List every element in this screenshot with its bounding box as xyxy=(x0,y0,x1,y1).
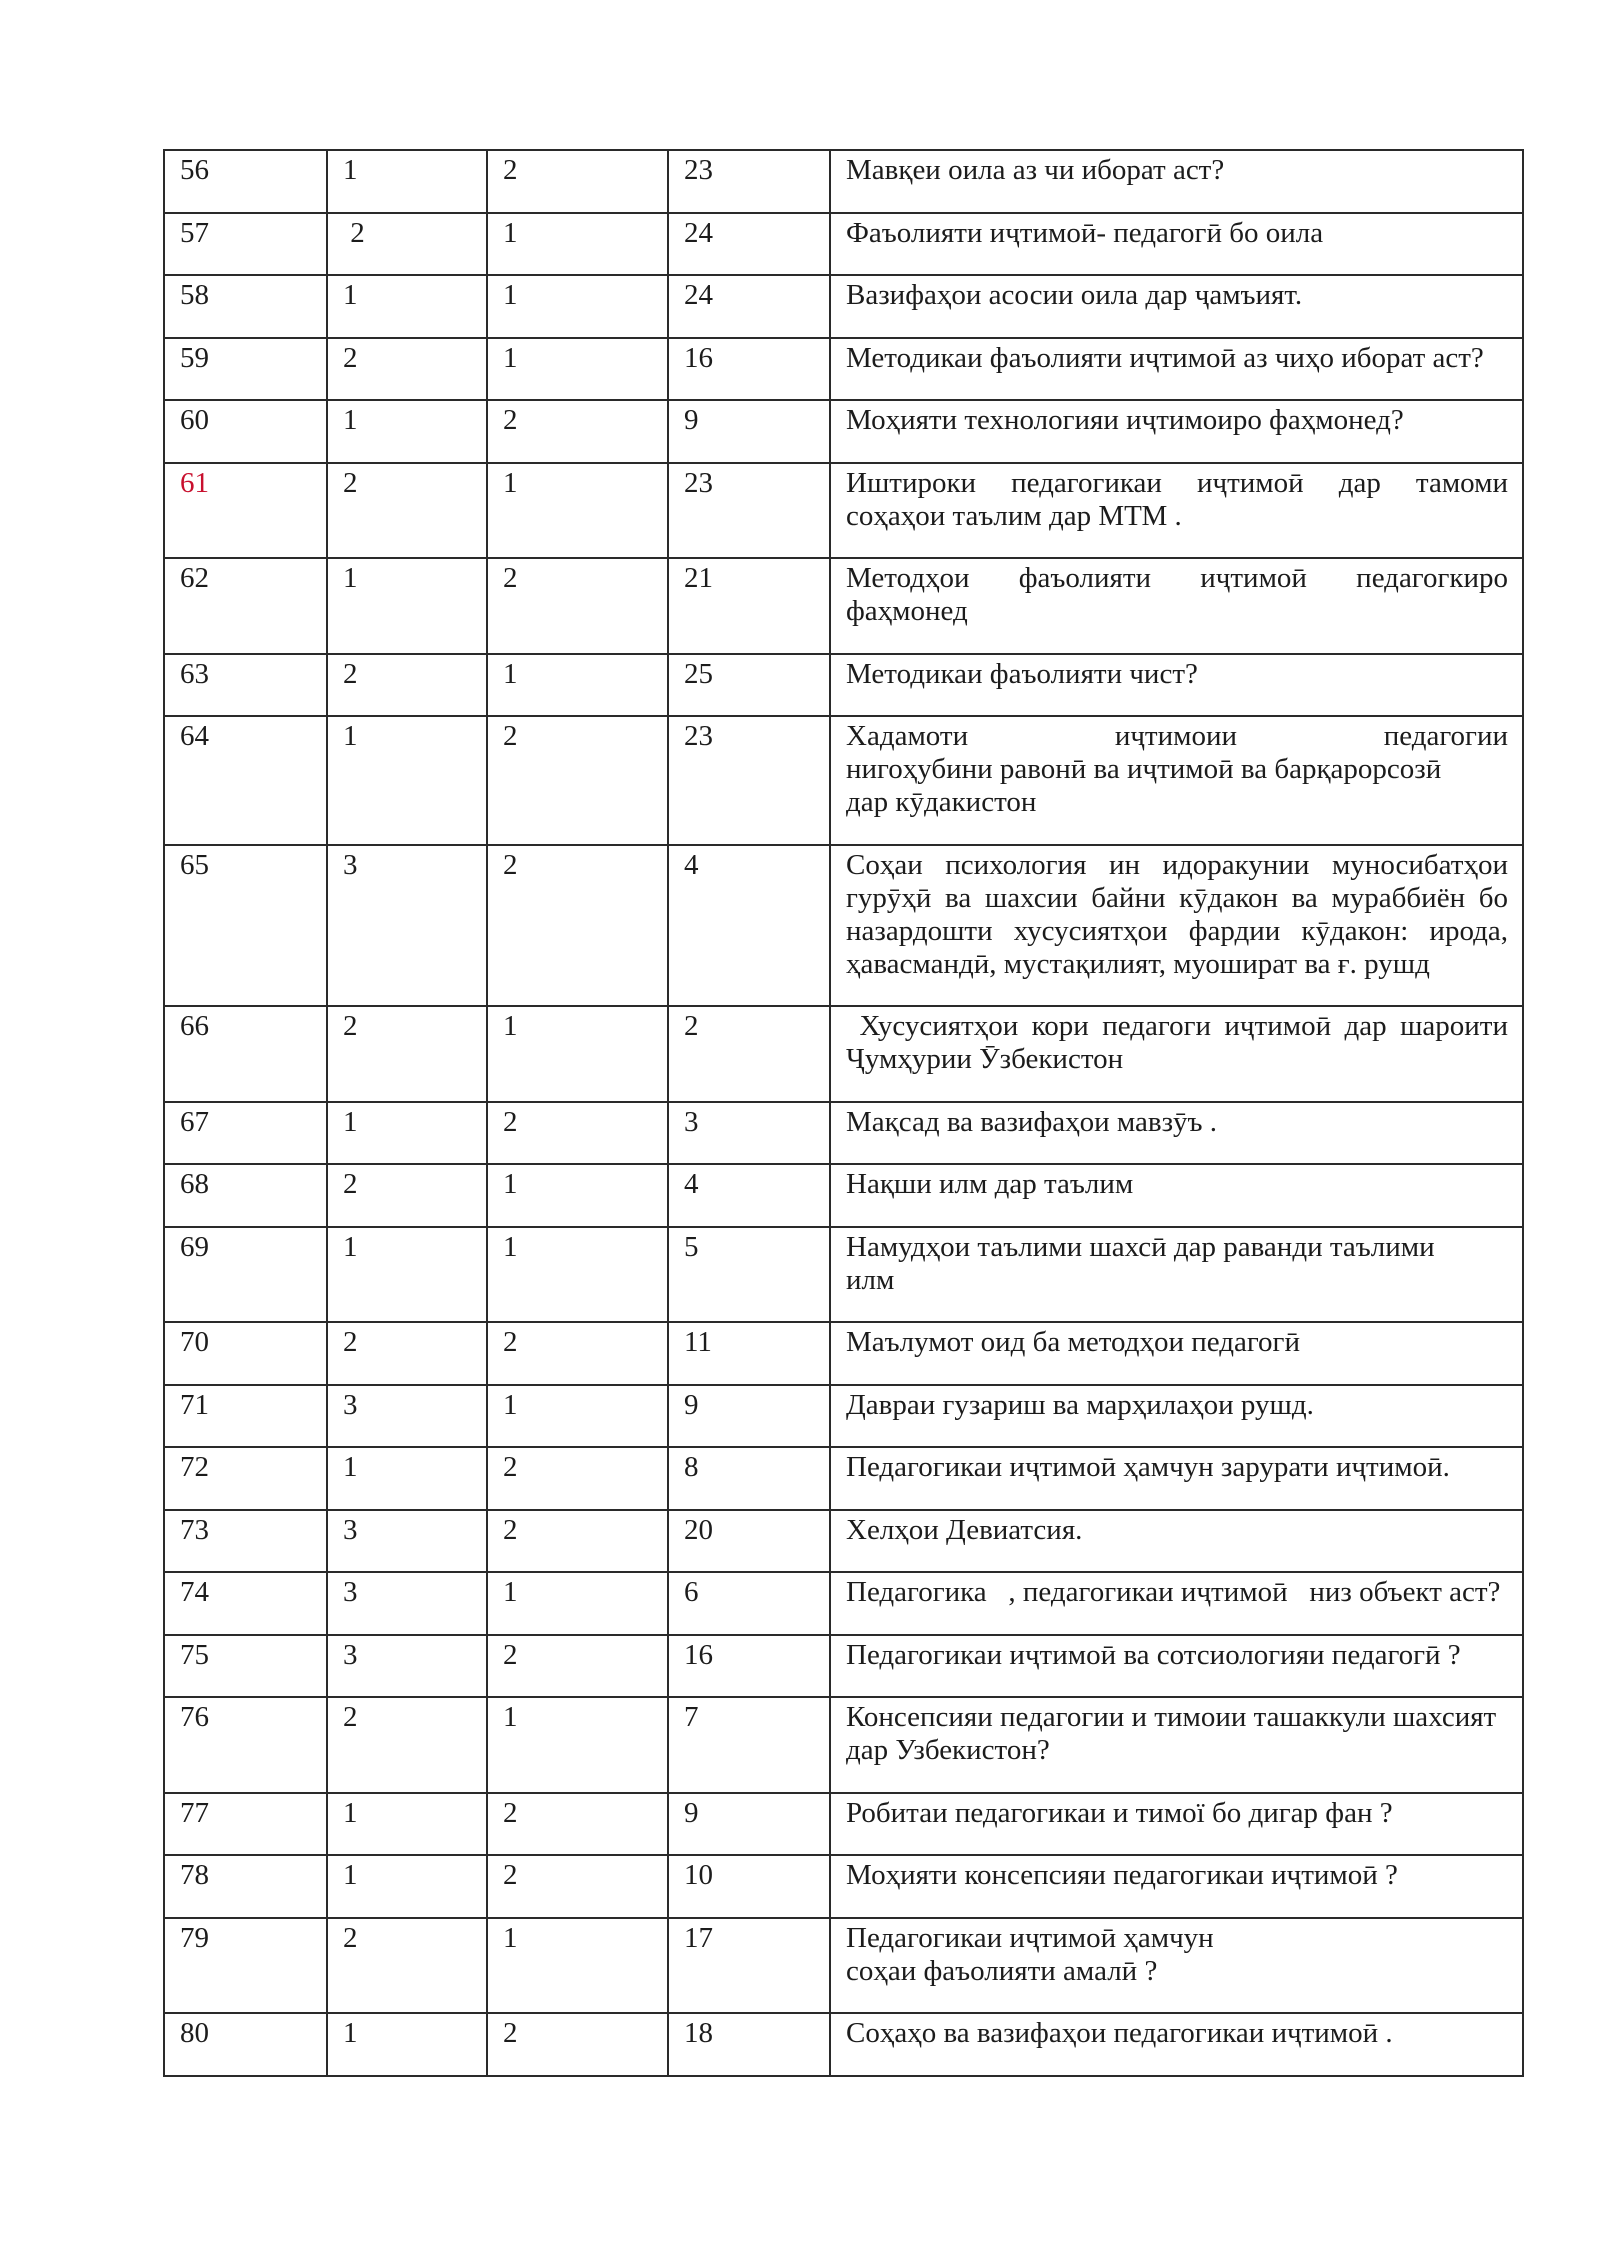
cell-col-2: 2 xyxy=(327,654,487,717)
cell-col-2: 2 xyxy=(327,1918,487,2014)
cell-col-2: 1 xyxy=(327,150,487,213)
cell-col-4: 11 xyxy=(668,1322,830,1385)
cell-col-2: 3 xyxy=(327,1510,487,1573)
table-row xyxy=(164,1635,1523,1698)
question-text-line: гурӯҳӣ ва шахсии байни кӯдакон ва мураббиён бо xyxy=(846,881,1508,914)
cell-question-number: 57 xyxy=(164,213,327,276)
cell-col-3: 2 xyxy=(487,1635,668,1698)
cell-col-2: 2 xyxy=(327,1697,487,1793)
cell-col-4: 9 xyxy=(668,400,830,463)
cell-question-text xyxy=(830,1164,1523,1227)
table-row xyxy=(164,1855,1523,1918)
cell-col-2: 1 xyxy=(327,1102,487,1165)
question-text-line: соҳаи фаъолияти амалӣ ? xyxy=(846,1954,1158,1987)
cell-col-3: 1 xyxy=(487,213,668,276)
cell-question-number: 59 xyxy=(164,338,327,401)
cell-question-text xyxy=(830,1322,1523,1385)
cell-col-4: 17 xyxy=(668,1918,830,2014)
cell-col-2: 2 xyxy=(327,1006,487,1102)
table-row xyxy=(164,1227,1523,1323)
cell-question-text xyxy=(830,845,1523,1007)
cell-col-4: 6 xyxy=(668,1572,830,1635)
question-text-line: ҳавасмандӣ, мустақилият, муошират ва ғ. рушд xyxy=(846,947,1430,980)
cell-question-number: 78 xyxy=(164,1855,327,1918)
cell-col-3: 1 xyxy=(487,1227,668,1323)
table-row xyxy=(164,1164,1523,1227)
cell-question-number: 74 xyxy=(164,1572,327,1635)
table-row xyxy=(164,2013,1523,2076)
cell-col-2: 1 xyxy=(327,1855,487,1918)
question-text-line: Педагогикаи иҷтимоӣ ҳамчун зарурати иҷтимоӣ. xyxy=(846,1451,1450,1483)
cell-col-4: 18 xyxy=(668,2013,830,2076)
cell-question-text xyxy=(830,716,1523,845)
table-row xyxy=(164,654,1523,717)
question-text-line: Соҳаҳо ва вазифаҳои педагогикаи иҷтимоӣ . xyxy=(846,2017,1393,2049)
cell-question-number: 65 xyxy=(164,845,327,1007)
cell-question-text xyxy=(830,1697,1523,1793)
cell-question-number: 62 xyxy=(164,558,327,654)
cell-col-3: 1 xyxy=(487,463,668,559)
cell-question-text xyxy=(830,1635,1523,1698)
cell-col-2: 1 xyxy=(327,716,487,845)
table-row xyxy=(164,558,1523,654)
cell-col-3: 1 xyxy=(487,654,668,717)
question-text-line: дар Узбекистон? xyxy=(846,1734,1050,1766)
cell-question-text xyxy=(830,463,1523,559)
question-text-line: Фаъолияти иҷтимоӣ- педагогӣ бо оила xyxy=(846,216,1324,249)
question-text-line: Хусусиятҳои кори педагоги иҷтимоӣ дар шароити xyxy=(846,1010,1508,1042)
question-text-line: Вазифаҳои асосии оила дар ҷамъият. xyxy=(846,279,1303,311)
cell-col-3: 1 xyxy=(487,1385,668,1448)
cell-col-3: 1 xyxy=(487,338,668,401)
question-text-line: илм xyxy=(846,1263,895,1296)
table-row xyxy=(164,1102,1523,1165)
cell-question-number: 80 xyxy=(164,2013,327,2076)
question-text-line: Педагогикаи иҷтимоӣ ва сотсиологияи педагогӣ ? xyxy=(846,1638,1461,1671)
cell-col-2: 1 xyxy=(327,558,487,654)
cell-question-text xyxy=(830,558,1523,654)
cell-col-2: 2 xyxy=(327,1164,487,1227)
cell-col-4: 5 xyxy=(668,1227,830,1323)
cell-question-text xyxy=(830,1227,1523,1323)
cell-col-3: 1 xyxy=(487,1006,668,1102)
question-text-line: Мақсад ва вазифаҳои мавзӯъ . xyxy=(846,1105,1218,1138)
cell-question-text xyxy=(830,400,1523,463)
cell-question-number: 67 xyxy=(164,1102,327,1165)
cell-question-number: 76 xyxy=(164,1697,327,1793)
table-row xyxy=(164,1793,1523,1856)
question-text-line: Мавқеи оила аз чи иборат аст? xyxy=(846,154,1225,186)
cell-col-3: 1 xyxy=(487,1164,668,1227)
cell-col-3: 1 xyxy=(487,1918,668,2014)
cell-question-text xyxy=(830,1918,1523,2014)
question-text-line: Хелҳои Девиатсия. xyxy=(846,1513,1083,1546)
cell-question-number: 64 xyxy=(164,716,327,845)
cell-col-3: 2 xyxy=(487,1322,668,1385)
cell-col-2: 3 xyxy=(327,1635,487,1698)
question-text-line: Давраи гузариш ва марҳилаҳои рушд. xyxy=(846,1388,1314,1421)
cell-col-2: 3 xyxy=(327,1572,487,1635)
cell-question-text xyxy=(830,2013,1523,2076)
question-text-line: Ҷумҳурии Ӯзбекистон xyxy=(846,1043,1124,1075)
cell-col-2: 1 xyxy=(327,400,487,463)
cell-question-text xyxy=(830,1510,1523,1573)
question-text-line: соҳаҳои таълим дар МТМ . xyxy=(846,499,1182,532)
cell-question-number: 79 xyxy=(164,1918,327,2014)
cell-question-number: 75 xyxy=(164,1635,327,1698)
cell-col-3: 1 xyxy=(487,1697,668,1793)
cell-col-4: 21 xyxy=(668,558,830,654)
cell-col-2: 2 xyxy=(327,463,487,559)
table-row xyxy=(164,463,1523,559)
cell-question-number: 73 xyxy=(164,1510,327,1573)
question-text-line: Педагогика , педагогикаи иҷтимоӣ низ объект аст? xyxy=(846,1576,1501,1608)
question-text-line: Консепсияи педагогии и тимоии ташаккули шахсият xyxy=(846,1701,1497,1733)
question-text-line: Моҳияти технологияи иҷтимоиро фаҳмонед? xyxy=(846,404,1404,436)
cell-col-3: 2 xyxy=(487,1793,668,1856)
cell-col-2: 3 xyxy=(327,845,487,1007)
cell-col-3: 1 xyxy=(487,275,668,338)
table-row xyxy=(164,1572,1523,1635)
question-text-line: Моҳияти консепсияи педагогикаи иҷтимоӣ ? xyxy=(846,1859,1398,1891)
cell-question-number: 60 xyxy=(164,400,327,463)
cell-col-2: 3 xyxy=(327,1385,487,1448)
cell-col-3: 2 xyxy=(487,1510,668,1573)
cell-col-4: 2 xyxy=(668,1006,830,1102)
cell-col-3: 2 xyxy=(487,1102,668,1165)
cell-col-4: 7 xyxy=(668,1697,830,1793)
question-text-line: назардошти хусусиятҳои фардии кӯдакон: ирода, xyxy=(846,914,1508,947)
cell-question-text xyxy=(830,1572,1523,1635)
table-row xyxy=(164,150,1523,213)
cell-col-2: 2 xyxy=(327,213,487,276)
cell-question-number: 66 xyxy=(164,1006,327,1102)
table-row xyxy=(164,275,1523,338)
table-row xyxy=(164,1918,1523,2014)
cell-question-text xyxy=(830,1447,1523,1510)
question-text-line: Иштироки педагогикаи иҷтимоӣ дар тамоми xyxy=(846,466,1508,499)
table-row xyxy=(164,1447,1523,1510)
question-text-line: Нақши илм дар таълим xyxy=(846,1168,1134,1200)
cell-col-3: 2 xyxy=(487,558,668,654)
cell-col-4: 23 xyxy=(668,463,830,559)
cell-col-2: 1 xyxy=(327,1447,487,1510)
cell-col-3: 2 xyxy=(487,1855,668,1918)
cell-question-number: 61 xyxy=(164,463,327,559)
cell-question-number: 68 xyxy=(164,1164,327,1227)
table-row xyxy=(164,213,1523,276)
cell-col-4: 16 xyxy=(668,1635,830,1698)
cell-col-3: 2 xyxy=(487,150,668,213)
table-row xyxy=(164,1006,1523,1102)
cell-col-4: 4 xyxy=(668,1164,830,1227)
cell-col-2: 1 xyxy=(327,1793,487,1856)
cell-question-text xyxy=(830,1793,1523,1856)
cell-col-4: 24 xyxy=(668,275,830,338)
cell-col-3: 2 xyxy=(487,1447,668,1510)
cell-col-2: 2 xyxy=(327,1322,487,1385)
cell-col-2: 1 xyxy=(327,2013,487,2076)
question-text-line: фаҳмонед xyxy=(846,595,968,627)
cell-col-4: 25 xyxy=(668,654,830,717)
cell-question-text xyxy=(830,1006,1523,1102)
cell-col-3: 1 xyxy=(487,1572,668,1635)
cell-question-text xyxy=(830,275,1523,338)
cell-col-4: 23 xyxy=(668,716,830,845)
question-text-line: Педагогикаи иҷтимоӣ ҳамчун xyxy=(846,1921,1214,1954)
cell-question-number: 77 xyxy=(164,1793,327,1856)
cell-question-text xyxy=(830,213,1523,276)
table-row xyxy=(164,338,1523,401)
question-text-line: Хадамоти иҷтимоии педагогии xyxy=(846,720,1508,752)
cell-question-number: 63 xyxy=(164,654,327,717)
cell-question-text xyxy=(830,338,1523,401)
table-row xyxy=(164,845,1523,1007)
questions-table-body xyxy=(164,150,1523,2076)
cell-col-4: 20 xyxy=(668,1510,830,1573)
cell-question-text xyxy=(830,1855,1523,1918)
table-row xyxy=(164,1385,1523,1448)
question-text-line: Методикаи фаъолияти иҷтимоӣ аз чиҳо иборат аст? xyxy=(846,341,1484,374)
question-text-line: Маълумот оид ба методҳои педагогӣ xyxy=(846,1326,1300,1358)
cell-question-text xyxy=(830,1102,1523,1165)
table-row xyxy=(164,1697,1523,1793)
cell-col-4: 3 xyxy=(668,1102,830,1165)
cell-col-2: 1 xyxy=(327,1227,487,1323)
cell-col-4: 9 xyxy=(668,1793,830,1856)
cell-question-number: 56 xyxy=(164,150,327,213)
table-row xyxy=(164,1322,1523,1385)
question-text-line: Методикаи фаъолияти чист? xyxy=(846,657,1198,690)
cell-question-text xyxy=(830,150,1523,213)
cell-col-3: 2 xyxy=(487,2013,668,2076)
cell-question-number: 58 xyxy=(164,275,327,338)
cell-col-3: 2 xyxy=(487,400,668,463)
question-text-line: Соҳаи психология ин идоракунии муносибатҳои xyxy=(846,848,1508,881)
cell-col-4: 23 xyxy=(668,150,830,213)
cell-question-number: 72 xyxy=(164,1447,327,1510)
cell-question-number: 71 xyxy=(164,1385,327,1448)
cell-col-4: 10 xyxy=(668,1855,830,1918)
cell-col-4: 9 xyxy=(668,1385,830,1448)
table-row xyxy=(164,716,1523,845)
question-text-line: Намудҳои таълими шахсӣ дар раванди таълими xyxy=(846,1230,1435,1263)
question-text-line: дар кӯдакистон xyxy=(846,786,1037,818)
question-text-line: Методҳои фаъолияти иҷтимоӣ педагогкиро xyxy=(846,562,1508,594)
table-row xyxy=(164,400,1523,463)
cell-col-4: 4 xyxy=(668,845,830,1007)
cell-col-2: 2 xyxy=(327,338,487,401)
table-row xyxy=(164,1510,1523,1573)
cell-question-text xyxy=(830,1385,1523,1448)
cell-col-2: 1 xyxy=(327,275,487,338)
cell-col-4: 8 xyxy=(668,1447,830,1510)
cell-col-3: 2 xyxy=(487,845,668,1007)
questions-table xyxy=(163,149,1524,2077)
cell-col-4: 16 xyxy=(668,338,830,401)
cell-question-text xyxy=(830,654,1523,717)
cell-question-number: 69 xyxy=(164,1227,327,1323)
question-text-line: нигоҳубини равонӣ ва иҷтимоӣ ва барқарорсозӣ xyxy=(846,753,1442,785)
cell-question-number: 70 xyxy=(164,1322,327,1385)
cell-col-4: 24 xyxy=(668,213,830,276)
question-text-line: Робитаи педагогикаи и тимої бо дигар фан ? xyxy=(846,1796,1393,1829)
cell-col-3: 2 xyxy=(487,716,668,845)
